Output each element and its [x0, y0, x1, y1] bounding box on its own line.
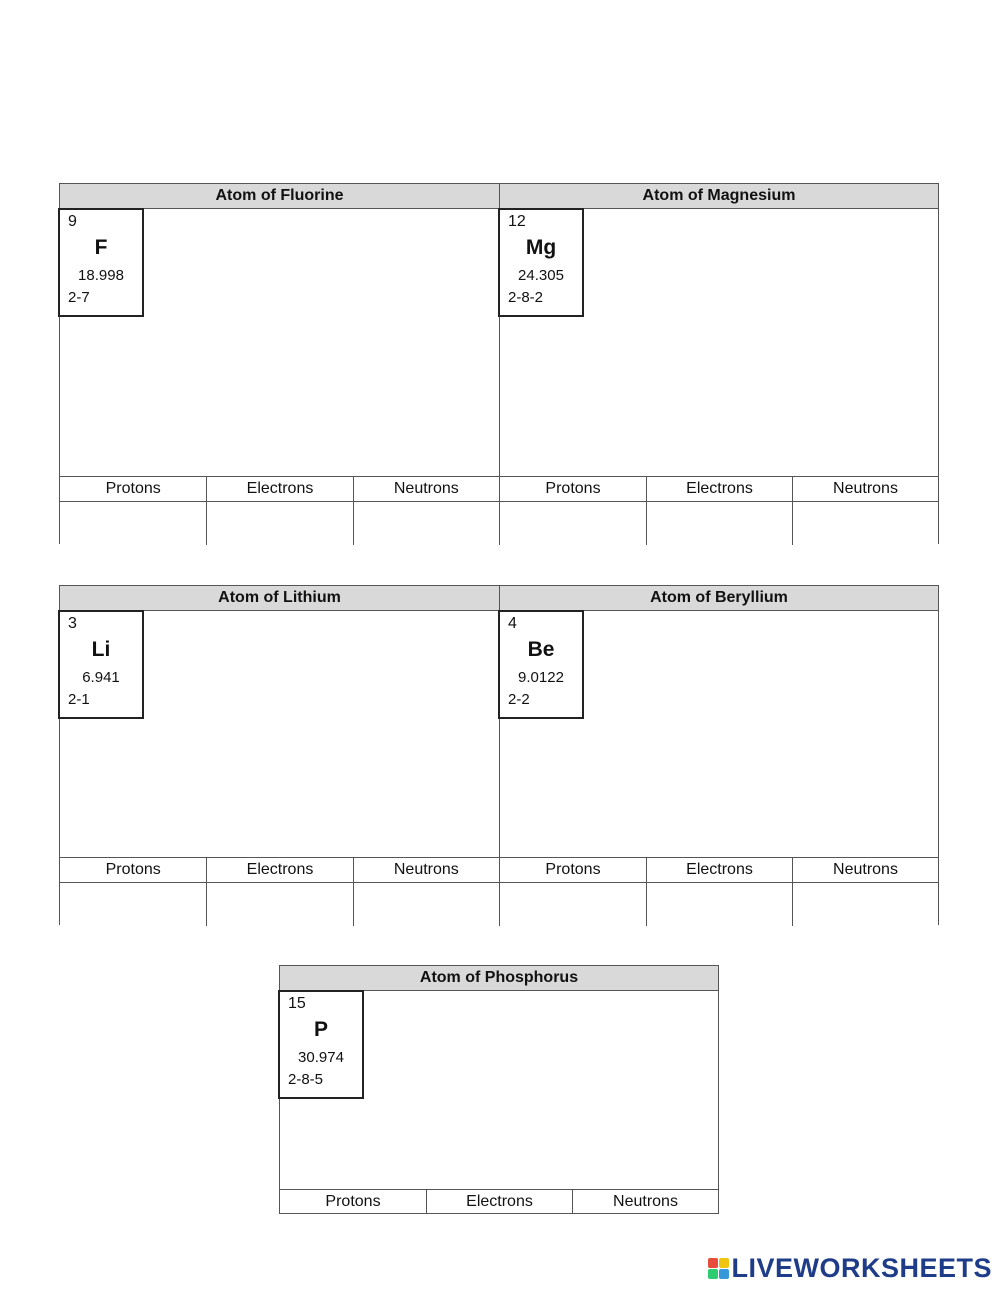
- count-headers: [500, 477, 938, 501]
- element-symbol: Mg: [525, 236, 557, 259]
- protons-answer-field[interactable]: [500, 502, 646, 545]
- atom-panel-beryllium: [499, 586, 938, 926]
- atomic-mass: 24.305: [518, 267, 564, 284]
- atom-panel-phosphorus: [280, 966, 718, 1214]
- atomic-mass: 30.974: [298, 1049, 344, 1066]
- count-answers: [500, 501, 938, 545]
- neutrons-answer-field[interactable]: [353, 502, 499, 545]
- count-headers: [60, 858, 499, 882]
- electrons-header: Electrons: [426, 1190, 572, 1214]
- neutrons-header: Neutrons: [792, 858, 938, 882]
- neutrons-header: Neutrons: [572, 1190, 718, 1214]
- electrons-answer-field[interactable]: [206, 502, 352, 545]
- neutrons-answer-field[interactable]: [792, 502, 938, 545]
- electrons-answer-field[interactable]: [646, 502, 792, 545]
- count-headers: [60, 477, 499, 501]
- atom-title: Atom of Beryllium: [500, 586, 938, 611]
- neutrons-header: Neutrons: [353, 477, 499, 501]
- atom-title: Atom of Phosphorus: [280, 966, 718, 991]
- protons-header: Protons: [545, 480, 601, 497]
- protons-header: Protons: [105, 861, 161, 878]
- neutrons-header: Neutrons: [792, 477, 938, 501]
- atomic-mass: 18.998: [78, 267, 124, 284]
- atomic-mass: 6.941: [82, 669, 120, 686]
- drawing-area[interactable]: [500, 611, 938, 858]
- protons-answer-field[interactable]: [60, 502, 206, 545]
- element-symbol: F: [94, 236, 108, 259]
- element-symbol: Li: [91, 638, 111, 661]
- atom-title: Atom of Magnesium: [500, 184, 938, 209]
- count-answers: [60, 882, 499, 926]
- element-symbol: Be: [527, 638, 555, 661]
- electron-config: 2-7: [68, 289, 90, 306]
- neutrons-answer-field[interactable]: [353, 883, 499, 926]
- logo-square-icon: [719, 1258, 729, 1268]
- protons-header: Protons: [545, 861, 601, 878]
- protons-answer-field[interactable]: [60, 883, 206, 926]
- logo-text: LIVEWORKSHEETS: [731, 1252, 992, 1283]
- element-card: [498, 610, 584, 719]
- atomic-number: 9: [68, 213, 77, 230]
- electrons-header: Electrons: [206, 477, 352, 501]
- atom-title: Atom of Lithium: [60, 586, 499, 611]
- atom-row-1: [59, 183, 939, 544]
- electrons-header: Electrons: [646, 477, 792, 501]
- count-answers: [500, 882, 938, 926]
- element-card: [58, 610, 144, 719]
- drawing-area[interactable]: [60, 611, 499, 858]
- liveworksheets-logo: [708, 1253, 992, 1283]
- protons-answer-field[interactable]: [500, 883, 646, 926]
- count-answers: [60, 501, 499, 545]
- electron-config: 2-1: [68, 691, 90, 708]
- atomic-number: 4: [508, 615, 517, 632]
- protons-header: Protons: [325, 1193, 381, 1210]
- drawing-area[interactable]: [60, 209, 499, 477]
- logo-mark-icon: [708, 1258, 729, 1279]
- element-card: [278, 990, 364, 1099]
- drawing-area[interactable]: [280, 991, 718, 1190]
- electrons-answer-field[interactable]: [646, 883, 792, 926]
- atomic-number: 12: [508, 213, 526, 230]
- count-headers: [500, 858, 938, 882]
- atom-panel-lithium: [60, 586, 499, 926]
- logo-square-icon: [708, 1269, 718, 1279]
- neutrons-header: Neutrons: [353, 858, 499, 882]
- atomic-mass: 9.0122: [518, 669, 564, 686]
- atom-row-2: [59, 585, 939, 925]
- element-card: [498, 208, 584, 317]
- atom-row-3: [279, 965, 719, 1214]
- electrons-answer-field[interactable]: [206, 883, 352, 926]
- logo-square-icon: [719, 1269, 729, 1279]
- logo-square-icon: [708, 1258, 718, 1268]
- element-card: [58, 208, 144, 317]
- electrons-header: Electrons: [646, 858, 792, 882]
- electron-config: 2-2: [508, 691, 530, 708]
- atom-panel-fluorine: [60, 184, 499, 545]
- atom-panel-magnesium: [499, 184, 938, 545]
- electrons-header: Electrons: [206, 858, 352, 882]
- electron-config: 2-8-5: [288, 1071, 324, 1088]
- count-headers: [280, 1190, 718, 1214]
- atomic-number: 3: [68, 615, 77, 632]
- atom-title: Atom of Fluorine: [60, 184, 499, 209]
- element-symbol: P: [313, 1018, 328, 1041]
- atomic-number: 15: [288, 995, 306, 1012]
- drawing-area[interactable]: [500, 209, 938, 477]
- neutrons-answer-field[interactable]: [792, 883, 938, 926]
- electron-config: 2-8-2: [508, 289, 544, 306]
- protons-header: Protons: [105, 480, 161, 497]
